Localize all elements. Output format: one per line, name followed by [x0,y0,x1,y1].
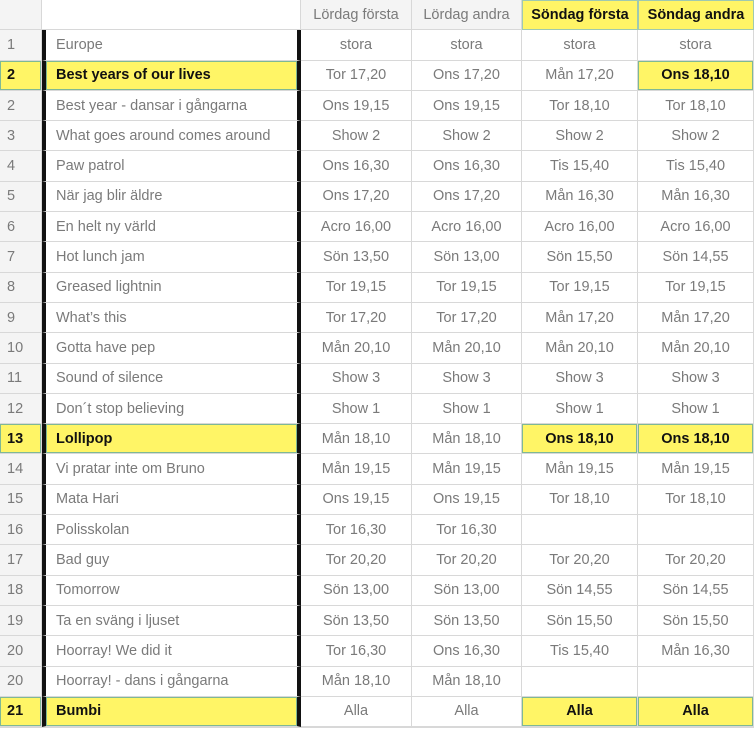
row-number[interactable]: 14 [0,454,42,484]
time-cell[interactable] [638,667,754,697]
row-number[interactable]: 11 [0,364,42,394]
time-cell[interactable]: Mån 16,30 [638,182,754,212]
time-cell[interactable]: Tis 15,40 [522,151,638,181]
row-number[interactable]: 17 [0,545,42,575]
song-name-cell[interactable]: What’s this [42,303,301,333]
time-cell[interactable]: Mån 20,10 [638,333,754,363]
time-cell[interactable]: Ons 18,10 [522,424,638,454]
time-cell[interactable]: Sön 13,50 [301,606,412,636]
time-cell[interactable]: Tor 20,20 [301,545,412,575]
time-cell[interactable]: Mån 17,20 [638,303,754,333]
song-name-cell[interactable]: What goes around comes around [42,121,301,151]
time-cell[interactable]: Acro 16,00 [522,212,638,242]
time-cell[interactable]: stora [301,30,412,60]
row-number[interactable]: 19 [0,606,42,636]
row-number[interactable]: 20 [0,667,42,697]
time-cell[interactable]: Ons 17,20 [301,182,412,212]
time-cell[interactable]: Sön 14,55 [638,576,754,606]
song-name-cell[interactable]: Polisskolan [42,515,301,545]
corner-cell[interactable] [0,0,42,30]
time-cell[interactable]: Show 3 [412,364,522,394]
column-header-lordag-andra[interactable]: Lördag andra [412,0,522,30]
song-name-cell[interactable]: Mata Hari [42,485,301,515]
row-number[interactable]: 3 [0,121,42,151]
time-cell[interactable]: Show 1 [301,394,412,424]
time-cell[interactable]: Mån 18,10 [412,424,522,454]
time-cell[interactable]: Show 1 [638,394,754,424]
time-cell[interactable]: Show 3 [522,364,638,394]
row-number[interactable]: 12 [0,394,42,424]
time-cell[interactable]: Tor 18,10 [522,91,638,121]
song-name-cell[interactable]: Gotta have pep [42,333,301,363]
row-number[interactable]: 2 [0,91,42,121]
time-cell[interactable]: Acro 16,00 [301,212,412,242]
row-number[interactable]: 18 [0,576,42,606]
song-name-cell[interactable]: Tomorrow [42,576,301,606]
song-name-cell[interactable]: Hot lunch jam [42,242,301,272]
song-name-cell[interactable]: Bumbi [42,697,301,727]
row-number[interactable]: 9 [0,303,42,333]
time-cell[interactable]: Mån 18,10 [412,667,522,697]
time-cell[interactable]: Mån 20,10 [301,333,412,363]
time-cell[interactable]: Mån 19,15 [412,454,522,484]
time-cell[interactable]: Tor 19,15 [301,273,412,303]
time-cell[interactable]: Tor 18,10 [638,485,754,515]
time-cell[interactable]: Mån 16,30 [638,636,754,666]
time-cell[interactable]: Show 1 [412,394,522,424]
song-name-cell[interactable]: Hoorray! We did it [42,636,301,666]
row-number[interactable]: 2 [0,61,42,91]
time-cell[interactable]: Tor 17,20 [301,61,412,91]
time-cell[interactable]: Sön 13,50 [301,242,412,272]
time-cell[interactable]: Tor 16,30 [412,515,522,545]
column-header-lordag-forsta[interactable]: Lördag första [301,0,412,30]
time-cell[interactable]: Alla [301,697,412,727]
column-header-name[interactable] [42,0,301,30]
row-number[interactable]: 4 [0,151,42,181]
time-cell[interactable]: Sön 13,50 [412,606,522,636]
row-number[interactable]: 20 [0,636,42,666]
time-cell[interactable]: Tor 17,20 [301,303,412,333]
song-name-cell[interactable]: Lollipop [42,424,301,454]
time-cell[interactable]: Show 2 [412,121,522,151]
row-number[interactable]: 1 [0,30,42,60]
time-cell[interactable]: Ons 19,15 [412,485,522,515]
time-cell[interactable]: Alla [638,697,754,727]
time-cell[interactable]: Ons 17,20 [412,61,522,91]
song-name-cell[interactable]: En helt ny värld [42,212,301,242]
time-cell[interactable]: stora [412,30,522,60]
row-number[interactable]: 6 [0,212,42,242]
time-cell[interactable]: Tor 16,30 [301,636,412,666]
song-name-cell[interactable]: Best year - dansar i gångarna [42,91,301,121]
time-cell[interactable]: Sön 13,00 [412,576,522,606]
time-cell[interactable]: Ons 16,30 [412,636,522,666]
song-name-cell[interactable]: Best years of our lives [42,61,301,91]
time-cell[interactable]: Sön 13,00 [301,576,412,606]
time-cell[interactable]: Sön 14,55 [522,576,638,606]
column-header-sondag-forsta[interactable]: Söndag första [522,0,638,30]
time-cell[interactable]: Mån 20,10 [522,333,638,363]
song-name-cell[interactable]: Ta en sväng i ljuset [42,606,301,636]
time-cell[interactable]: Show 3 [301,364,412,394]
time-cell[interactable]: Tor 19,15 [522,273,638,303]
time-cell[interactable]: Tor 20,20 [638,545,754,575]
time-cell[interactable]: Sön 15,50 [638,606,754,636]
time-cell[interactable]: Alla [412,697,522,727]
time-cell[interactable]: Ons 19,15 [301,485,412,515]
time-cell[interactable]: Sön 14,55 [638,242,754,272]
time-cell[interactable]: Tor 20,20 [412,545,522,575]
time-cell[interactable]: Mån 17,20 [522,303,638,333]
time-cell[interactable]: Tor 16,30 [301,515,412,545]
time-cell[interactable]: Mån 16,30 [522,182,638,212]
time-cell[interactable]: Show 3 [638,364,754,394]
time-cell[interactable]: Mån 20,10 [412,333,522,363]
time-cell[interactable]: Tor 18,10 [522,485,638,515]
row-number[interactable]: 16 [0,515,42,545]
time-cell[interactable]: Ons 19,15 [412,91,522,121]
song-name-cell[interactable]: Bad guy [42,545,301,575]
row-number[interactable]: 8 [0,273,42,303]
time-cell[interactable]: Show 2 [301,121,412,151]
song-name-cell[interactable]: Don´t stop believing [42,394,301,424]
time-cell[interactable]: Ons 19,15 [301,91,412,121]
row-number[interactable]: 7 [0,242,42,272]
time-cell[interactable]: Alla [522,697,638,727]
row-number[interactable]: 13 [0,424,42,454]
time-cell[interactable]: Tor 18,10 [638,91,754,121]
song-name-cell[interactable]: Greased lightnin [42,273,301,303]
song-name-cell[interactable]: Hoorray! - dans i gångarna [42,667,301,697]
song-name-cell[interactable]: Sound of silence [42,364,301,394]
row-number[interactable]: 21 [0,697,42,727]
time-cell[interactable]: Mån 19,15 [301,454,412,484]
time-cell[interactable]: Mån 18,10 [301,667,412,697]
time-cell[interactable]: Ons 17,20 [412,182,522,212]
time-cell[interactable]: Ons 18,10 [638,424,754,454]
time-cell[interactable]: Tor 19,15 [412,273,522,303]
column-header-sondag-andra[interactable]: Söndag andra [638,0,754,30]
time-cell[interactable]: Ons 16,30 [412,151,522,181]
time-cell[interactable]: Show 2 [638,121,754,151]
time-cell[interactable]: Tis 15,40 [522,636,638,666]
time-cell[interactable]: Show 1 [522,394,638,424]
time-cell[interactable]: Ons 16,30 [301,151,412,181]
time-cell[interactable] [522,515,638,545]
time-cell[interactable]: Mån 18,10 [301,424,412,454]
song-name-cell[interactable]: Paw patrol [42,151,301,181]
time-cell[interactable]: Tor 20,20 [522,545,638,575]
time-cell[interactable]: Sön 15,50 [522,606,638,636]
song-name-cell[interactable]: Europe [42,30,301,60]
time-cell[interactable]: Sön 13,00 [412,242,522,272]
time-cell[interactable]: Tis 15,40 [638,151,754,181]
time-cell[interactable]: Mån 17,20 [522,61,638,91]
time-cell[interactable]: Sön 15,50 [522,242,638,272]
time-cell[interactable]: Ons 18,10 [638,61,754,91]
time-cell[interactable]: Mån 19,15 [638,454,754,484]
time-cell[interactable]: stora [522,30,638,60]
time-cell[interactable]: Show 2 [522,121,638,151]
time-cell[interactable]: Acro 16,00 [638,212,754,242]
row-number[interactable]: 5 [0,182,42,212]
row-number[interactable]: 10 [0,333,42,363]
time-cell[interactable] [638,515,754,545]
song-name-cell[interactable]: När jag blir äldre [42,182,301,212]
time-cell[interactable]: stora [638,30,754,60]
time-cell[interactable]: Acro 16,00 [412,212,522,242]
time-cell[interactable]: Tor 19,15 [638,273,754,303]
time-cell[interactable]: Tor 17,20 [412,303,522,333]
time-cell[interactable] [522,667,638,697]
time-cell[interactable]: Mån 19,15 [522,454,638,484]
row-number[interactable]: 15 [0,485,42,515]
song-name-cell[interactable]: Vi pratar inte om Bruno [42,454,301,484]
